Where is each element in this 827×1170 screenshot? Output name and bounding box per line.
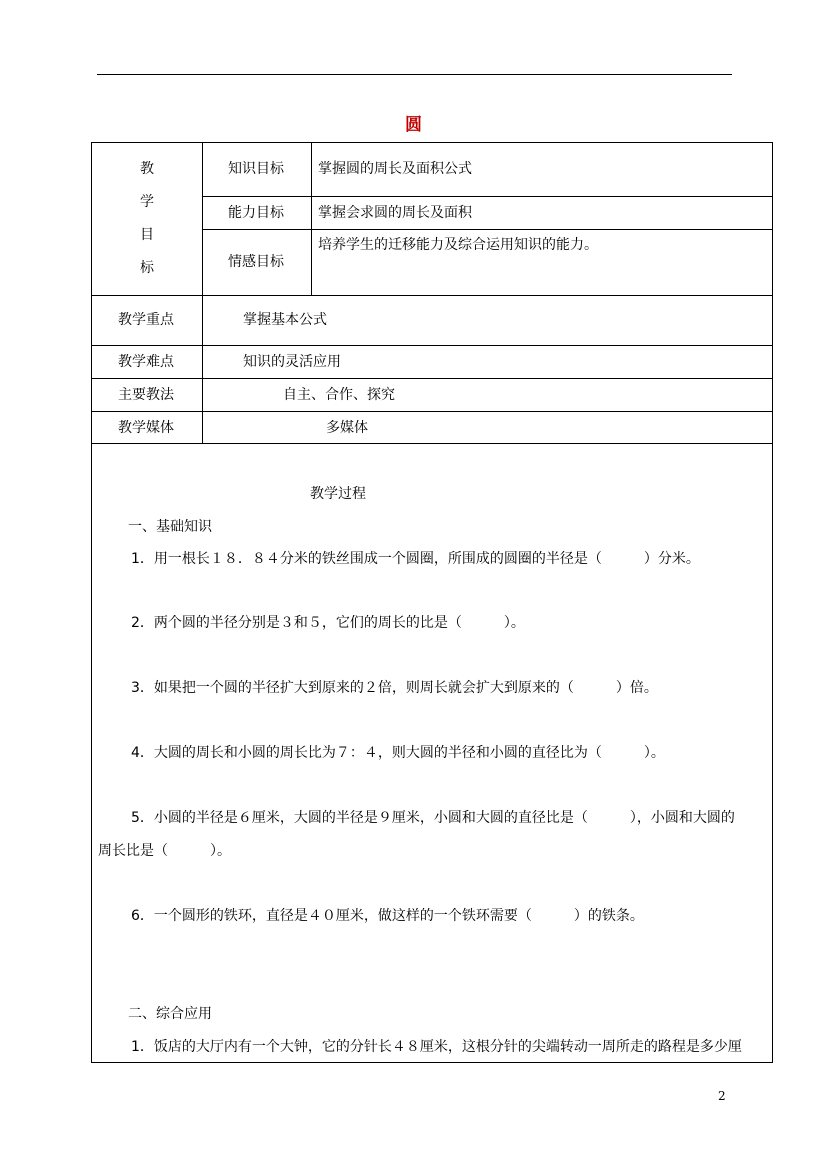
question-item: 5．小圆的半径是６厘米，大圆的半径是９厘米，小圆和大圆的直径比是（ ），小圆和大圆的 — [131, 810, 735, 826]
question-item: 6．一个圆形的铁环，直径是４０厘米，做这样的一个铁环需要（ ）的铁条。 — [131, 908, 644, 924]
info-content-methods: 自主、合作、探究 — [283, 387, 395, 403]
page-title: 圆 — [405, 115, 422, 135]
section-title-basics: 一、基础知识 — [128, 519, 212, 535]
objective-content-emotion: 培养学生的迁移能力及综合运用知识的能力。 — [318, 237, 598, 253]
info-label-key-points: 教学重点 — [118, 312, 174, 328]
objectives-header-char: 标 — [140, 260, 154, 276]
question-item: 1．用一根长１８．８４分米的铁丝围成一个圆圈，所围成的圆圈的半径是（ ）分米。 — [131, 551, 700, 567]
row-divider — [91, 378, 773, 379]
objective-label-ability: 能力目标 — [228, 205, 284, 221]
info-label-media: 教学媒体 — [118, 420, 174, 436]
row-divider — [91, 443, 773, 444]
info-label-methods: 主要教法 — [118, 387, 174, 403]
row-divider — [91, 411, 773, 412]
info-content-key-points: 掌握基本公式 — [243, 312, 327, 328]
info-content-media: 多媒体 — [326, 420, 368, 436]
row-divider — [91, 295, 773, 296]
objective-label-knowledge: 知识目标 — [228, 161, 284, 177]
column-divider — [311, 142, 312, 296]
question-item-continuation: 周长比是（ ）。 — [98, 843, 231, 859]
objective-content-ability: 掌握会求圆的周长及面积 — [318, 205, 472, 221]
info-content-difficulties: 知识的灵活应用 — [243, 354, 341, 370]
question-item: 3．如果把一个圆的半径扩大到原来的２倍，则周长就会扩大到原来的（ ）倍。 — [131, 680, 658, 696]
objective-label-emotion: 情感目标 — [228, 254, 284, 270]
section-title-application: 二、综合应用 — [128, 1006, 212, 1022]
question-item: 2．两个圆的半径分别是３和５，它们的周长的比是（ ）。 — [131, 615, 525, 631]
row-divider — [202, 229, 773, 230]
info-label-difficulties: 教学难点 — [118, 354, 174, 370]
header-rule — [97, 74, 732, 75]
objectives-header-char: 教 — [140, 161, 154, 177]
objective-content-knowledge: 掌握圆的周长及面积公式 — [318, 161, 472, 177]
column-divider — [202, 142, 203, 444]
row-divider — [202, 196, 773, 197]
objectives-header-char: 学 — [140, 194, 154, 210]
objectives-header-char: 目 — [140, 227, 154, 243]
process-heading: 教学过程 — [310, 486, 366, 502]
question-item: 4．大圆的周长和小圆的周长比为７：４，则大圆的半径和小圆的直径比为（ ）。 — [131, 745, 665, 761]
question-item: 1．饭店的大厅内有一个大钟，它的分针长４８厘米，这根分针的尖端转动一周所走的路程是多少厘 — [131, 1039, 742, 1055]
row-divider — [91, 345, 773, 346]
page-number: 2 — [718, 1089, 726, 1103]
